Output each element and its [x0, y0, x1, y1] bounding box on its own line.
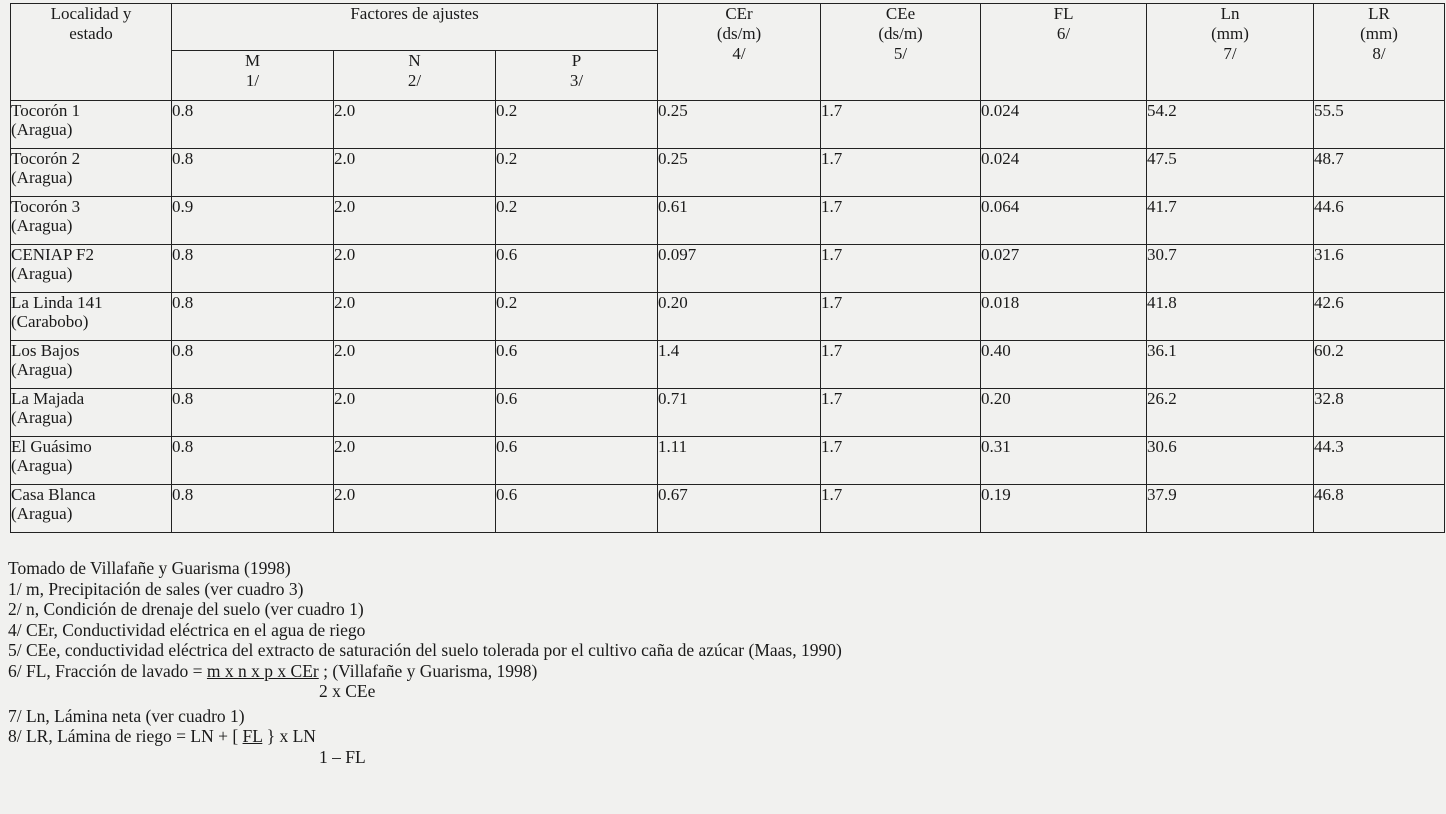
locality-name: Los Bajos — [11, 341, 80, 360]
footnote-6-suffix: ; (Villafañe y Guarisma, 1998) — [318, 660, 538, 681]
cell-m: 0.8 — [172, 245, 334, 293]
cell-locality — [11, 437, 172, 485]
header-n-line1: N — [408, 51, 421, 70]
cell-cee: 1.7 — [821, 245, 981, 293]
header-p — [496, 51, 658, 101]
table-row — [11, 485, 1445, 533]
cell-locality — [11, 293, 172, 341]
header-fl-line2: 6/ — [1056, 24, 1071, 43]
cell-cee: 1.7 — [821, 485, 981, 533]
header-cer-line1: CEr — [725, 4, 753, 23]
cell-p: 0.6 — [496, 245, 658, 293]
cell-locality — [11, 101, 172, 149]
locality-state: (Aragua) — [11, 456, 73, 475]
cell-locality — [11, 485, 172, 533]
cell-n: 2.0 — [334, 245, 496, 293]
cell-fl: 0.024 — [981, 101, 1147, 149]
table-row — [11, 293, 1445, 341]
cell-fl: 0.027 — [981, 245, 1147, 293]
cell-p: 0.2 — [496, 197, 658, 245]
cell-fl: 0.40 — [981, 341, 1147, 389]
locality-name: La Linda 141 — [11, 293, 103, 312]
footnote-7: 7/ Ln, Lámina neta (ver cuadro 1) — [8, 705, 245, 726]
header-cer — [658, 4, 821, 101]
cell-locality — [11, 197, 172, 245]
table-row — [11, 149, 1445, 197]
cell-n: 2.0 — [334, 341, 496, 389]
header-cer-line2: (ds/m) — [716, 24, 762, 43]
footnote-6-formula: m x n x p x CEr — [206, 660, 319, 681]
cell-cee: 1.7 — [821, 197, 981, 245]
cell-cer: 0.71 — [658, 389, 821, 437]
locality-state: (Aragua) — [11, 360, 73, 379]
header-ln-line1: Ln — [1220, 4, 1240, 23]
cell-lr: 46.8 — [1314, 485, 1445, 533]
footnote-4: 4/ CEr, Conductividad eléctrica en el agua de riego — [8, 619, 366, 640]
cell-m: 0.8 — [172, 101, 334, 149]
cell-fl: 0.064 — [981, 197, 1147, 245]
cell-m: 0.9 — [172, 197, 334, 245]
locality-state: (Aragua) — [11, 120, 73, 139]
footnote-8-fraction: FL — [242, 726, 263, 746]
cell-p: 0.6 — [496, 437, 658, 485]
cell-ln: 30.7 — [1147, 245, 1314, 293]
footnote-6-prefix: 6/ FL, Fracción de lavado = — [8, 660, 207, 681]
header-n — [334, 51, 496, 101]
header-lr-line3: 8/ — [1372, 44, 1386, 63]
cell-p: 0.2 — [496, 293, 658, 341]
cell-m: 0.8 — [172, 389, 334, 437]
locality-name: Casa Blanca — [11, 485, 96, 504]
cell-m: 0.8 — [172, 149, 334, 197]
cell-locality — [11, 341, 172, 389]
table-header-row — [11, 4, 1445, 51]
header-fl — [981, 4, 1147, 101]
cell-cer: 0.097 — [658, 245, 821, 293]
header-cee — [821, 4, 981, 101]
locality-name: El Guásimo — [11, 437, 92, 456]
header-m — [172, 51, 334, 101]
header-lr-line1: LR — [1368, 4, 1390, 23]
cell-cee: 1.7 — [821, 437, 981, 485]
table-row — [11, 101, 1445, 149]
locality-name: Tocorón 3 — [11, 197, 81, 216]
header-ln-line2: (mm) — [1211, 24, 1249, 43]
locality-state: (Aragua) — [11, 504, 73, 523]
cell-lr: 60.2 — [1314, 341, 1445, 389]
cell-p: 0.6 — [496, 485, 658, 533]
cell-locality — [11, 149, 172, 197]
locality-name: La Majada — [11, 389, 85, 408]
header-p-line1: P — [571, 51, 582, 70]
cell-lr: 42.6 — [1314, 293, 1445, 341]
cell-n: 2.0 — [334, 437, 496, 485]
header-ln-line3: 7/ — [1223, 44, 1237, 63]
cell-locality — [11, 245, 172, 293]
table-body — [11, 101, 1445, 533]
header-cee-line3: 5/ — [893, 44, 908, 63]
cell-p: 0.6 — [496, 341, 658, 389]
table-footnotes — [8, 558, 842, 767]
header-locality-line1: Localidad y — [50, 4, 132, 23]
cell-lr: 55.5 — [1314, 101, 1445, 149]
table-row — [11, 437, 1445, 485]
cell-p: 0.6 — [496, 389, 658, 437]
footnote-5: 5/ CEe, conductividad eléctrica del extracto de saturación del suelo tolerada por el cultivo caña de azúcar (Maas, 1990) — [8, 640, 842, 660]
cell-ln: 41.8 — [1147, 293, 1314, 341]
cell-cer: 0.67 — [658, 485, 821, 533]
header-lr-line2: (mm) — [1360, 24, 1398, 43]
footnote-source: Tomado de Villafañe y Guarisma (1998) — [8, 558, 291, 578]
locality-name: Tocorón 2 — [11, 149, 81, 168]
header-p-line2: 3/ — [569, 71, 584, 90]
footnote-8-suffix: } x LN — [262, 726, 316, 746]
cell-ln: 41.7 — [1147, 197, 1314, 245]
cell-cee: 1.7 — [821, 341, 981, 389]
footnote-2: 2/ n, Condición de drenaje del suelo (ver cuadro 1) — [8, 599, 364, 619]
locality-state: (Aragua) — [11, 168, 73, 187]
table-row — [11, 389, 1445, 437]
header-cee-line2: (ds/m) — [878, 24, 923, 43]
footnote-1: 1/ m, Precipitación de sales (ver cuadro 3) — [8, 578, 304, 599]
footnote-8 — [8, 726, 842, 747]
cell-lr: 44.3 — [1314, 437, 1445, 485]
locality-name: CENIAP F2 — [11, 245, 94, 264]
cell-n: 2.0 — [334, 389, 496, 437]
header-m-line2: 1/ — [245, 71, 260, 90]
cell-ln: 54.2 — [1147, 101, 1314, 149]
cell-n: 2.0 — [334, 485, 496, 533]
cell-lr: 31.6 — [1314, 245, 1445, 293]
table-row — [11, 197, 1445, 245]
cell-cee: 1.7 — [821, 149, 981, 197]
header-m-line1: M — [244, 51, 261, 70]
cell-fl: 0.20 — [981, 389, 1147, 437]
cell-fl: 0.024 — [981, 149, 1147, 197]
cell-ln: 47.5 — [1147, 149, 1314, 197]
header-cer-line3: 4/ — [732, 44, 746, 63]
cell-ln: 36.1 — [1147, 341, 1314, 389]
locality-state: (Aragua) — [11, 216, 73, 235]
footnote-6 — [8, 661, 842, 682]
locality-state: (Aragua) — [11, 408, 73, 427]
cell-fl: 0.19 — [981, 485, 1147, 533]
header-locality — [11, 4, 172, 101]
cell-cer: 0.61 — [658, 197, 821, 245]
header-cee-line1: CEe — [885, 4, 916, 23]
cell-p: 0.2 — [496, 101, 658, 149]
cell-locality — [11, 389, 172, 437]
cell-m: 0.8 — [172, 437, 334, 485]
adjustment-factors-table — [10, 3, 1445, 533]
table-row — [11, 245, 1445, 293]
cell-ln: 26.2 — [1147, 389, 1314, 437]
cell-cer: 1.4 — [658, 341, 821, 389]
cell-m: 0.8 — [172, 293, 334, 341]
header-n-line2: 2/ — [407, 71, 422, 90]
cell-n: 2.0 — [334, 197, 496, 245]
locality-name: Tocorón 1 — [11, 101, 81, 120]
footnote-6-denominator: 2 x CEe — [319, 681, 376, 701]
footnote-8-denominator: 1 – FL — [319, 746, 366, 767]
cell-cer: 0.25 — [658, 101, 821, 149]
cell-n: 2.0 — [334, 101, 496, 149]
cell-ln: 37.9 — [1147, 485, 1314, 533]
cell-lr: 32.8 — [1314, 389, 1445, 437]
cell-cee: 1.7 — [821, 101, 981, 149]
locality-state: (Aragua) — [11, 264, 73, 283]
footnote-8-prefix: 8/ LR, Lámina de riego = LN + [ — [8, 726, 243, 746]
cell-lr: 44.6 — [1314, 197, 1445, 245]
cell-cee: 1.7 — [821, 389, 981, 437]
cell-n: 2.0 — [334, 149, 496, 197]
cell-cer: 0.25 — [658, 149, 821, 197]
header-fl-line1: FL — [1053, 4, 1074, 23]
cell-fl: 0.31 — [981, 437, 1147, 485]
table-row — [11, 341, 1445, 389]
header-locality-line2: estado — [69, 24, 113, 43]
locality-state: (Carabobo) — [11, 312, 89, 331]
cell-m: 0.8 — [172, 485, 334, 533]
cell-m: 0.8 — [172, 341, 334, 389]
cell-cer: 0.20 — [658, 293, 821, 341]
header-factors: Factores de ajustes — [172, 4, 658, 51]
cell-lr: 48.7 — [1314, 149, 1445, 197]
cell-ln: 30.6 — [1147, 437, 1314, 485]
header-ln — [1147, 4, 1314, 101]
cell-cer: 1.11 — [658, 437, 821, 485]
header-lr — [1314, 4, 1445, 101]
cell-p: 0.2 — [496, 149, 658, 197]
cell-cee: 1.7 — [821, 293, 981, 341]
cell-fl: 0.018 — [981, 293, 1147, 341]
cell-n: 2.0 — [334, 293, 496, 341]
